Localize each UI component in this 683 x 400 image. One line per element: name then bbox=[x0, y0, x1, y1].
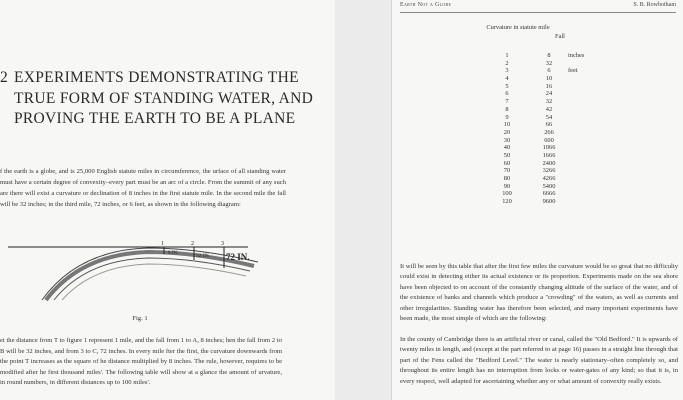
table-cell-miles: 2 bbox=[505, 59, 509, 67]
table-row bbox=[488, 90, 608, 98]
table-row bbox=[488, 137, 608, 145]
table-cell-fall: 600 bbox=[544, 136, 554, 144]
table-row bbox=[488, 129, 608, 137]
table-cell-fall: 4266 bbox=[542, 175, 556, 182]
figure-caption: Fig. 1 bbox=[132, 315, 148, 322]
table-cell-miles: 1 bbox=[505, 52, 509, 59]
table-cell-miles: 40 bbox=[503, 144, 511, 152]
table-cell-miles: 7 bbox=[505, 98, 509, 106]
table-row bbox=[488, 144, 608, 152]
table-cell-miles: 70 bbox=[503, 167, 511, 175]
table-cell-miles: 120 bbox=[502, 198, 512, 206]
table-cell-miles: 30 bbox=[503, 136, 511, 144]
table-cell-fall: 1066 bbox=[542, 144, 556, 152]
table-cell-fall: 24 bbox=[545, 90, 553, 98]
table-row bbox=[488, 83, 608, 91]
chapter-title: EXPERIMENTS DEMONSTRATING THE TRUE FORM OF STANDING WATER, AND PROVING THE EARTH TO BE A PLANE bbox=[14, 69, 314, 127]
table-row bbox=[488, 152, 608, 160]
table-cell-fall: 2400 bbox=[542, 159, 556, 167]
table-cell-unit: feet bbox=[568, 67, 578, 75]
table-cell-fall: 6 bbox=[547, 67, 551, 75]
table-row bbox=[488, 98, 608, 106]
table-row bbox=[488, 60, 608, 68]
table-row bbox=[488, 67, 608, 75]
table-row bbox=[488, 106, 608, 114]
table-cell-fall: 54 bbox=[545, 113, 553, 121]
right-page bbox=[391, 0, 683, 400]
table-cell-miles: 100 bbox=[502, 190, 512, 198]
old-bedford-paragraph: In the county of Cambridge there is an artificial river or canal, called the "Old Bedford." It is upwards of twenty miles in length, and (except at the part referred to at page 16) passes in a straight line through that part of the Fens called the "Bedford Level." The water is nearly stationary–often completely so, and throughout its entire length has no interruption from locks or water-gates of any kind; so that it is, in every respect, well adapted for ascertaining whether any or what amount of convexity really exists. bbox=[400, 336, 678, 385]
left-page bbox=[0, 0, 335, 400]
table-cell-miles: 60 bbox=[503, 159, 511, 167]
table-row bbox=[488, 167, 608, 175]
table-commentary-paragraph: It will be seen by this table that after the first few miles the curvature would be so great that no difficulty could exist in detecting either its actual existence or its proportion. Experiments made on the sea shore have been objected to on account of the constantly changing altitude of the surface of the water, and of the existence of banks and channels which produce a "crowding" of the waters, as well as currents and other irregularities. Standing water has therefore been selected, and many important experiments have been made, the most simple of which are the following: bbox=[400, 263, 678, 323]
table-cell-miles: 50 bbox=[503, 151, 511, 159]
curvature-table bbox=[488, 52, 608, 206]
table-row bbox=[488, 190, 608, 198]
chapter-number: 2 bbox=[0, 69, 9, 86]
table-cell-fall: 32 bbox=[545, 98, 553, 106]
mile-label-1: 1 bbox=[161, 241, 164, 247]
table-cell-miles: 10 bbox=[503, 121, 511, 129]
fall-label-3: 72 IN. bbox=[226, 252, 250, 262]
table-cell-miles: 6 bbox=[505, 90, 509, 98]
table-header-fall: Fall bbox=[555, 33, 565, 40]
table-cell-miles: 4 bbox=[505, 75, 509, 83]
table-cell-fall: 9600 bbox=[542, 198, 556, 206]
table-cell-fall: 8 bbox=[547, 52, 551, 59]
table-row bbox=[488, 121, 608, 129]
intro-paragraph: f the earth is a globe, and is 25,000 English statute miles in circumference, the urface of all standing water must have a certain degree of convexity–every part must be an arc of a circle. From the summit of any such are there will exist a curvature or declination of 8 inches in the first statute mile. In the second mile the fall will be 32 inches; in the third mile, 72 inches, or 6 feet, as shown in the following diagram: bbox=[0, 168, 286, 208]
table-cell-miles: 5 bbox=[505, 82, 509, 90]
table-row bbox=[488, 183, 608, 191]
table-cell-fall: 66 bbox=[545, 121, 553, 129]
table-cell-fall: 42 bbox=[545, 105, 553, 113]
running-head-title: Earth Not a Globe bbox=[400, 2, 452, 8]
explanation-paragraph: et the distance from T to figure 1 represent 1 mile, and the fall from 1 to A, 8 inches; hen the fall from 2 to B will be 32 inches, and from 3 to C, 72 inches. In every mile fter the first, the curvature downwards from the point T increases as the square of he distance multiplied by 8 inches. The rule, however, requires to be modified after he first thousand miles'. The following table will show at a glance the amount of urvature, in round numbers, in different distances up to 100 miles'. bbox=[0, 337, 282, 387]
table-row bbox=[488, 198, 608, 206]
running-head bbox=[400, 2, 676, 13]
table-cell-fall: 6666 bbox=[542, 190, 556, 198]
table-row bbox=[488, 52, 608, 60]
mile-label-3: 3 bbox=[221, 241, 224, 247]
table-cell-fall: 10 bbox=[545, 75, 553, 83]
table-cell-fall: 266 bbox=[544, 128, 554, 136]
table-row bbox=[488, 75, 608, 83]
table-cell-fall: 16 bbox=[545, 82, 553, 90]
earth-arc-inner2 bbox=[62, 264, 246, 300]
table-cell-miles: 9 bbox=[505, 113, 509, 121]
table-cell-fall: 5400 bbox=[542, 182, 556, 190]
fall-label-1: 8 IN. bbox=[168, 251, 179, 256]
table-header-curvature: Curvature in statute mile bbox=[486, 24, 550, 31]
table-cell-unit: inches bbox=[568, 52, 585, 59]
table-row bbox=[488, 175, 608, 183]
table-cell-fall: 1666 bbox=[542, 151, 556, 159]
table-cell-miles: 20 bbox=[503, 128, 511, 136]
table-cell-fall: 32 bbox=[545, 59, 553, 67]
mile-label-2: 2 bbox=[191, 241, 194, 247]
fall-label-2: 32 IN. bbox=[196, 253, 211, 259]
earth-arc-band bbox=[46, 252, 254, 300]
table-cell-fall: 3266 bbox=[542, 167, 556, 175]
table-cell-miles: 80 bbox=[503, 175, 511, 182]
running-head-author: S. B. Rowbotham bbox=[633, 2, 676, 8]
book-gutter bbox=[335, 0, 391, 400]
table-cell-miles: 90 bbox=[503, 182, 511, 190]
table-row bbox=[488, 114, 608, 122]
table-cell-miles: 8 bbox=[505, 105, 509, 113]
table-cell-miles: 3 bbox=[505, 67, 509, 75]
curvature-diagram bbox=[8, 238, 278, 304]
table-row bbox=[488, 160, 608, 168]
